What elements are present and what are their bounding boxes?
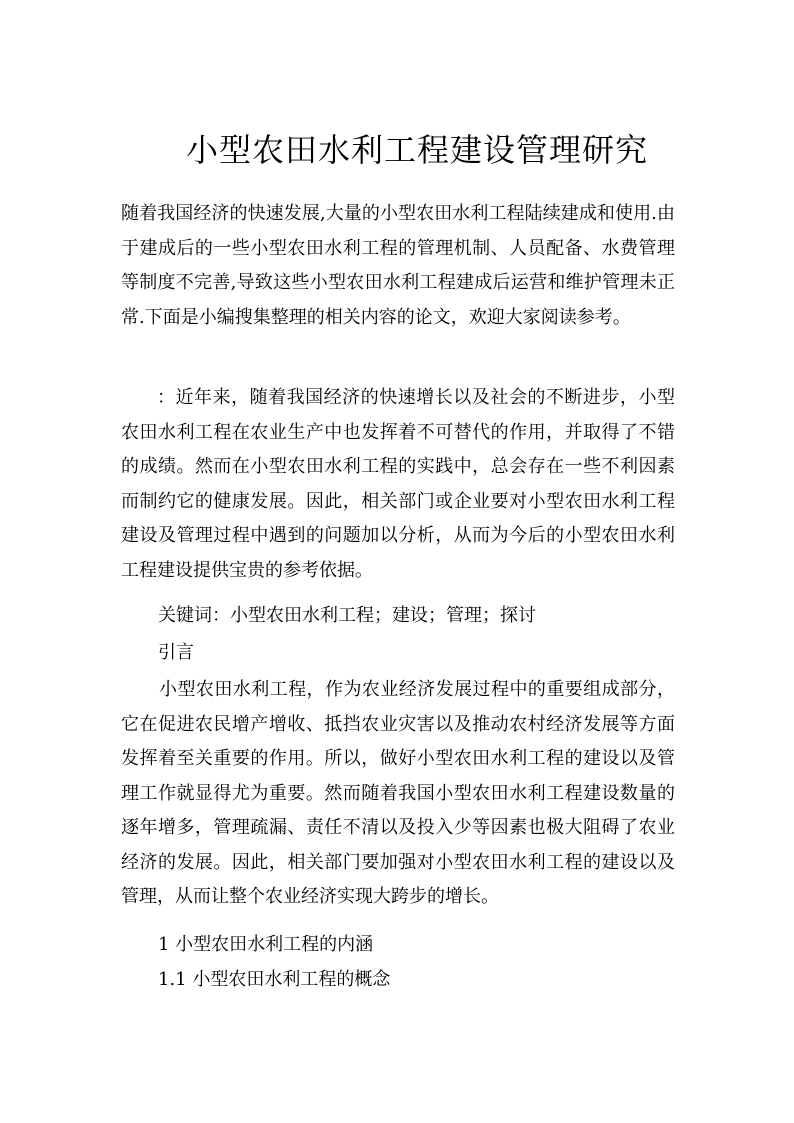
section-heading-1: 1 小型农田水利工程的内涵: [158, 934, 374, 955]
document-title: 小型农田水利工程建设管理研究: [186, 131, 649, 169]
abstract-paragraph: ：近年来，随着我国经济的快速增长以及社会的不断进步，小型农田水利工程在农业生产中也发挥着不可替代的作用，并取得了不错的成绩。然而在小型农田水利工程的实践中，总会存在一些不利因素而制约它的健康发展。因此，相关部门或企业要对小型农田水利工程建设及管理过程中遇到的问题加以分析，从而为今后的小型农田水利工程建设提供宝贵的参考依据。: [121, 387, 675, 581]
body-paragraph: 小型农田水利工程，作为农业经济发展过程中的重要组成部分，它在促进农民增产增收、抵挡农业灾害以及推动农村经济发展等方面发挥着至关重要的作用。所以，做好小型农田水利工程的建设以及管理工作就显得尤为重要。然而随着我国小型农田水利工程建设数量的逐年增多，管理疏漏、责任不清以及投入少等因素也极大阻碍了农业经济的发展。因此，相关部门要加强对小型农田水利工程的建设以及管理，从而让整个农业经济实现大跨步的增长。: [121, 679, 675, 907]
section-heading-1-1: 1.1 小型农田水利工程的概念: [158, 969, 391, 990]
intro-paragraph: 随着我国经济的快速发展,大量的小型农田水利工程陆续建成和使用.由于建成后的一些小型农田水利工程的管理机制、人员配备、水费管理等制度不完善,导致这些小型农田水利工程建成后运营和维护管理未正常.下面是小编搜集整理的相关内容的论文，欢迎大家阅读参考。: [121, 203, 675, 328]
intro-heading: 引言: [158, 642, 194, 663]
keywords-line: 关键词：小型农田水利工程；建设；管理；探讨: [158, 605, 536, 626]
